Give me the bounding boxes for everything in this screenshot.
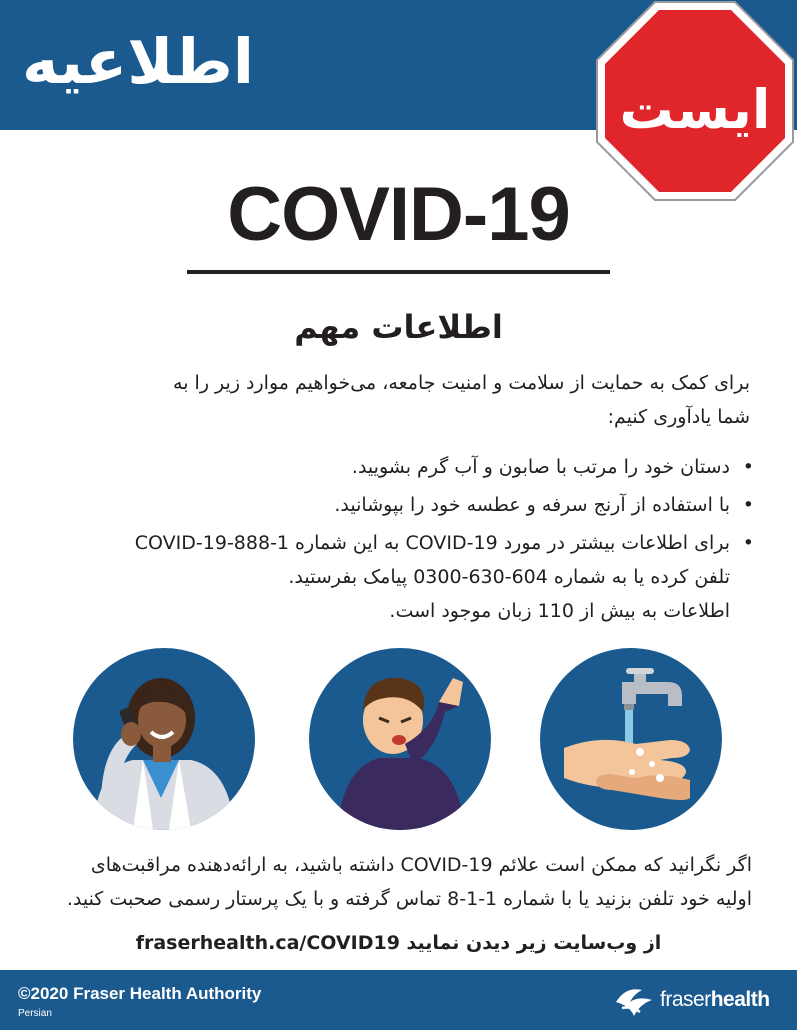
fraser-health-logo bbox=[612, 982, 782, 1020]
list-item-text: با استفاده از آرنج سرفه و عطسه خود را بپوشانید. bbox=[334, 494, 730, 516]
hand-washing-icon bbox=[540, 648, 722, 830]
list-item-text: دستان خود را مرتب با صابون و آب گرم بشویید. bbox=[351, 456, 730, 478]
notice-title: اطلاعیه bbox=[22, 25, 254, 98]
person-sneezing-into-elbow-icon bbox=[309, 648, 491, 830]
stop-label: ایست bbox=[619, 78, 771, 141]
bullet-dot: • bbox=[742, 494, 754, 516]
page-title: COVID-19 bbox=[227, 172, 570, 257]
copyright: ©2020 Fraser Health Authority bbox=[18, 984, 262, 1003]
title-divider bbox=[187, 270, 610, 274]
doctor-phone-icon bbox=[73, 648, 255, 830]
intro-line: برای کمک به حمایت از سلامت و امنیت جامعه، می‌خواهیم موارد زیر را به bbox=[173, 372, 750, 394]
intro-line: شما یادآوری کنیم: bbox=[607, 406, 750, 428]
section-heading: اطلاعات مهم bbox=[294, 308, 503, 346]
bullet-dot: • bbox=[742, 456, 754, 478]
language-label: Persian bbox=[18, 1008, 52, 1019]
logo-wordmark-bold: health bbox=[710, 988, 770, 1011]
advice-list bbox=[60, 450, 760, 632]
logo-wordmark bbox=[660, 988, 770, 1012]
website-link[interactable]: fraserhealth.ca/COVID19 bbox=[135, 932, 400, 954]
list-item bbox=[60, 450, 760, 484]
bullet-dot: • bbox=[742, 532, 754, 554]
list-item-text: اطلاعات به بیش از 110 زبان موجود است. bbox=[389, 600, 730, 622]
list-item bbox=[60, 526, 760, 628]
logo-wordmark-light: fraser bbox=[660, 988, 711, 1011]
symptoms-paragraph bbox=[40, 848, 752, 916]
list-item bbox=[60, 488, 760, 522]
list-item-text: برای اطلاعات بیشتر در مورد COVID-19 به این شماره 1-888-COVID-19 bbox=[134, 532, 730, 554]
website-prefix: از وب‌سایت زیر دیدن نمایید bbox=[406, 932, 662, 954]
list-item-text: تلفن کرده یا به شماره 604-630-0300 پیامک بفرستید. bbox=[288, 566, 730, 588]
intro-paragraph bbox=[60, 366, 750, 434]
footer bbox=[0, 970, 797, 1030]
website-line bbox=[0, 926, 797, 960]
fraser-health-logo-icon bbox=[612, 982, 656, 1020]
symptoms-line: اولیه خود تلفن بزنید یا با شماره 1-1-8 تماس گرفته و با یک پرستار رسمی صحبت کنید. bbox=[66, 888, 752, 910]
symptoms-line: اگر نگرانید که ممکن است علائم COVID-19 داشته باشید، به ارائه‌دهنده مراقبت‌های bbox=[90, 854, 752, 876]
